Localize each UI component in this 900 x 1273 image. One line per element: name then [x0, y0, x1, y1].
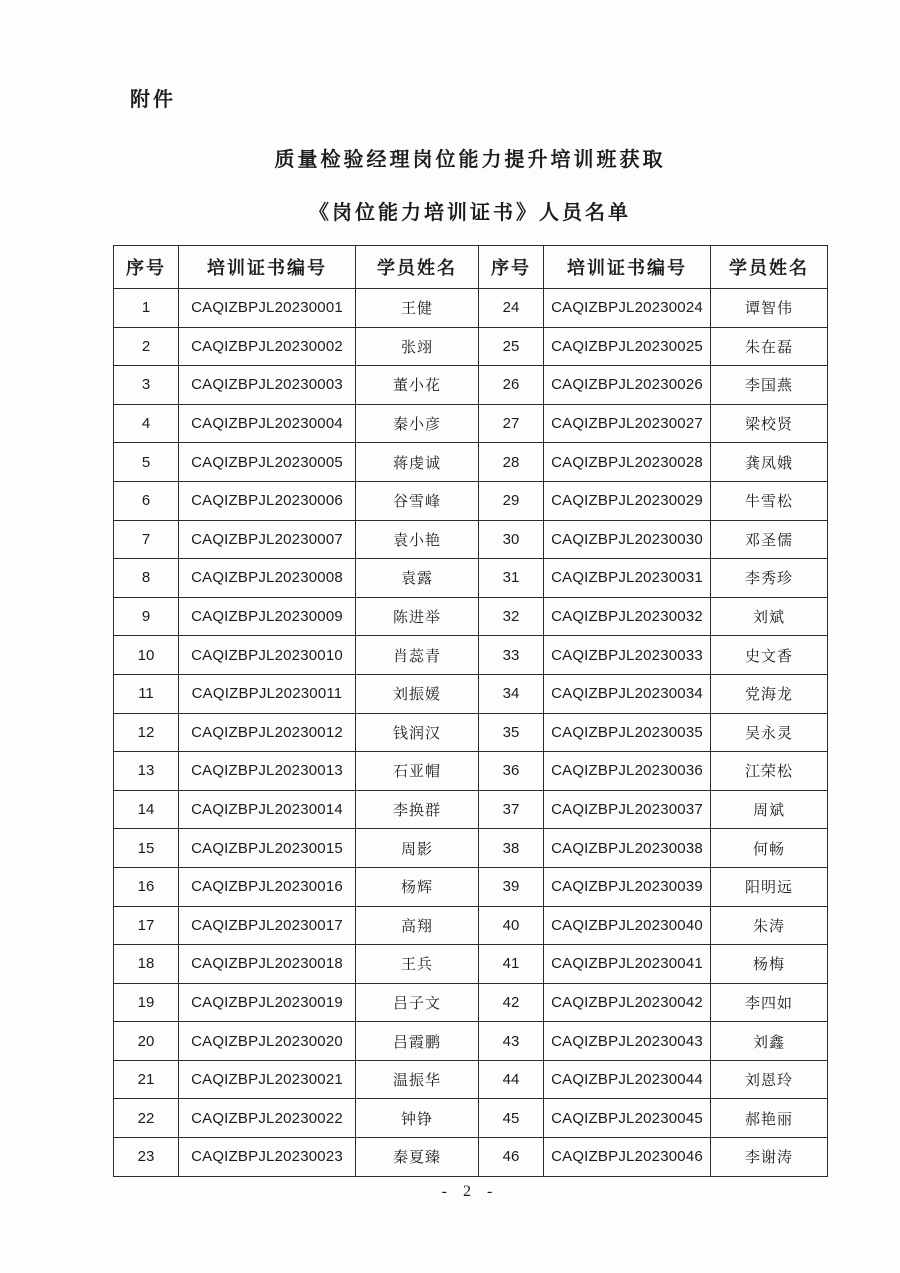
student-name-cell: 谭智伟 — [711, 289, 828, 328]
seq-cell: 35 — [479, 713, 544, 752]
student-name-cell: 杨梅 — [711, 945, 828, 984]
seq-cell: 4 — [114, 404, 179, 443]
table-row — [114, 1138, 828, 1177]
seq-cell: 32 — [479, 597, 544, 636]
cert-number-cell: CAQIZBPJL20230024 — [544, 289, 711, 328]
cert-number-cell: CAQIZBPJL20230019 — [179, 983, 356, 1022]
student-name-cell: 王健 — [356, 289, 479, 328]
cert-number-cell: CAQIZBPJL20230012 — [179, 713, 356, 752]
cert-number-cell: CAQIZBPJL20230039 — [544, 867, 711, 906]
cert-number-cell: CAQIZBPJL20230046 — [544, 1138, 711, 1177]
student-name-cell: 李秀珍 — [711, 559, 828, 598]
seq-cell: 9 — [114, 597, 179, 636]
seq-cell: 6 — [114, 481, 179, 520]
seq-cell: 46 — [479, 1138, 544, 1177]
seq-cell: 40 — [479, 906, 544, 945]
cert-number-cell: CAQIZBPJL20230007 — [179, 520, 356, 559]
table-row — [114, 520, 828, 559]
student-name-cell: 党海龙 — [711, 674, 828, 713]
cert-number-cell: CAQIZBPJL20230041 — [544, 945, 711, 984]
cert-number-cell: CAQIZBPJL20230036 — [544, 752, 711, 791]
student-name-cell: 牛雪松 — [711, 481, 828, 520]
certificate-roster-table — [113, 245, 828, 1177]
seq-cell: 17 — [114, 906, 179, 945]
seq-cell: 5 — [114, 443, 179, 482]
cert-number-cell: CAQIZBPJL20230018 — [179, 945, 356, 984]
student-name-cell: 王兵 — [356, 945, 479, 984]
seq-cell: 12 — [114, 713, 179, 752]
seq-cell: 8 — [114, 559, 179, 598]
table-row — [114, 752, 828, 791]
seq-cell: 33 — [479, 636, 544, 675]
cert-number-cell: CAQIZBPJL20230014 — [179, 790, 356, 829]
cert-number-cell: CAQIZBPJL20230017 — [179, 906, 356, 945]
column-header: 学员姓名 — [356, 246, 479, 289]
table-row — [114, 559, 828, 598]
student-name-cell: 肖蕊青 — [356, 636, 479, 675]
cert-number-cell: CAQIZBPJL20230002 — [179, 327, 356, 366]
table-row — [114, 636, 828, 675]
cert-number-cell: CAQIZBPJL20230015 — [179, 829, 356, 868]
table-header-row — [114, 246, 828, 289]
cert-number-cell: CAQIZBPJL20230028 — [544, 443, 711, 482]
student-name-cell: 秦小彦 — [356, 404, 479, 443]
column-header: 培训证书编号 — [179, 246, 356, 289]
student-name-cell: 何畅 — [711, 829, 828, 868]
cert-number-cell: CAQIZBPJL20230023 — [179, 1138, 356, 1177]
cert-number-cell: CAQIZBPJL20230037 — [544, 790, 711, 829]
student-name-cell: 刘斌 — [711, 597, 828, 636]
document-title-line2: 《岗位能力培训证书》人员名单 — [309, 202, 631, 224]
cert-number-cell: CAQIZBPJL20230022 — [179, 1099, 356, 1138]
seq-cell: 16 — [114, 867, 179, 906]
student-name-cell: 龚凤娥 — [711, 443, 828, 482]
table-row — [114, 790, 828, 829]
column-header: 学员姓名 — [711, 246, 828, 289]
student-name-cell: 杨辉 — [356, 867, 479, 906]
cert-number-cell: CAQIZBPJL20230016 — [179, 867, 356, 906]
student-name-cell: 刘鑫 — [711, 1022, 828, 1061]
seq-cell: 3 — [114, 366, 179, 405]
student-name-cell: 李换群 — [356, 790, 479, 829]
cert-number-cell: CAQIZBPJL20230031 — [544, 559, 711, 598]
table-row — [114, 481, 828, 520]
student-name-cell: 陈进举 — [356, 597, 479, 636]
attachment-label: 附件 — [130, 89, 176, 111]
cert-number-cell: CAQIZBPJL20230045 — [544, 1099, 711, 1138]
cert-number-cell: CAQIZBPJL20230006 — [179, 481, 356, 520]
student-name-cell: 李谢涛 — [711, 1138, 828, 1177]
seq-cell: 45 — [479, 1099, 544, 1138]
student-name-cell: 高翔 — [356, 906, 479, 945]
student-name-cell: 朱在磊 — [711, 327, 828, 366]
seq-cell: 1 — [114, 289, 179, 328]
table-row — [114, 829, 828, 868]
cert-number-cell: CAQIZBPJL20230008 — [179, 559, 356, 598]
column-header: 序号 — [479, 246, 544, 289]
cert-number-cell: CAQIZBPJL20230043 — [544, 1022, 711, 1061]
seq-cell: 22 — [114, 1099, 179, 1138]
student-name-cell: 董小花 — [356, 366, 479, 405]
table-row — [114, 867, 828, 906]
cert-number-cell: CAQIZBPJL20230026 — [544, 366, 711, 405]
student-name-cell: 李四如 — [711, 983, 828, 1022]
cert-number-cell: CAQIZBPJL20230010 — [179, 636, 356, 675]
cert-number-cell: CAQIZBPJL20230005 — [179, 443, 356, 482]
student-name-cell: 郝艳丽 — [711, 1099, 828, 1138]
student-name-cell: 吕子文 — [356, 983, 479, 1022]
seq-cell: 25 — [479, 327, 544, 366]
seq-cell: 24 — [479, 289, 544, 328]
student-name-cell: 张翊 — [356, 327, 479, 366]
seq-cell: 34 — [479, 674, 544, 713]
table-row — [114, 443, 828, 482]
column-header: 培训证书编号 — [544, 246, 711, 289]
table-row — [114, 327, 828, 366]
cert-number-cell: CAQIZBPJL20230035 — [544, 713, 711, 752]
seq-cell: 42 — [479, 983, 544, 1022]
cert-number-cell: CAQIZBPJL20230044 — [544, 1060, 711, 1099]
seq-cell: 14 — [114, 790, 179, 829]
cert-number-cell: CAQIZBPJL20230038 — [544, 829, 711, 868]
cert-number-cell: CAQIZBPJL20230040 — [544, 906, 711, 945]
table-row — [114, 404, 828, 443]
cert-number-cell: CAQIZBPJL20230011 — [179, 674, 356, 713]
table-row — [114, 1022, 828, 1061]
seq-cell: 41 — [479, 945, 544, 984]
student-name-cell: 吴永灵 — [711, 713, 828, 752]
cert-number-cell: CAQIZBPJL20230020 — [179, 1022, 356, 1061]
student-name-cell: 刘恩玲 — [711, 1060, 828, 1099]
table-row — [114, 713, 828, 752]
student-name-cell: 周影 — [356, 829, 479, 868]
seq-cell: 38 — [479, 829, 544, 868]
student-name-cell: 谷雪峰 — [356, 481, 479, 520]
table-row — [114, 597, 828, 636]
cert-number-cell: CAQIZBPJL20230009 — [179, 597, 356, 636]
page-number: - 2 - — [441, 1183, 499, 1200]
table-row — [114, 1099, 828, 1138]
cert-number-cell: CAQIZBPJL20230033 — [544, 636, 711, 675]
student-name-cell: 李国燕 — [711, 366, 828, 405]
student-name-cell: 朱涛 — [711, 906, 828, 945]
cert-number-cell: CAQIZBPJL20230030 — [544, 520, 711, 559]
student-name-cell: 蒋虔诚 — [356, 443, 479, 482]
seq-cell: 23 — [114, 1138, 179, 1177]
seq-cell: 37 — [479, 790, 544, 829]
cert-number-cell: CAQIZBPJL20230034 — [544, 674, 711, 713]
seq-cell: 29 — [479, 481, 544, 520]
seq-cell: 10 — [114, 636, 179, 675]
student-name-cell: 周斌 — [711, 790, 828, 829]
student-name-cell: 秦夏臻 — [356, 1138, 479, 1177]
table-row — [114, 906, 828, 945]
cert-number-cell: CAQIZBPJL20230001 — [179, 289, 356, 328]
seq-cell: 36 — [479, 752, 544, 791]
seq-cell: 30 — [479, 520, 544, 559]
seq-cell: 2 — [114, 327, 179, 366]
seq-cell: 13 — [114, 752, 179, 791]
student-name-cell: 温振华 — [356, 1060, 479, 1099]
seq-cell: 11 — [114, 674, 179, 713]
student-name-cell: 刘振媛 — [356, 674, 479, 713]
cert-number-cell: CAQIZBPJL20230004 — [179, 404, 356, 443]
student-name-cell: 江荣松 — [711, 752, 828, 791]
seq-cell: 7 — [114, 520, 179, 559]
cert-number-cell: CAQIZBPJL20230003 — [179, 366, 356, 405]
cert-number-cell: CAQIZBPJL20230013 — [179, 752, 356, 791]
document-title-line1: 质量检验经理岗位能力提升培训班获取 — [274, 149, 666, 171]
cert-number-cell: CAQIZBPJL20230029 — [544, 481, 711, 520]
seq-cell: 43 — [479, 1022, 544, 1061]
table-row — [114, 674, 828, 713]
table-row — [114, 983, 828, 1022]
roster-body — [114, 289, 828, 1177]
cert-number-cell: CAQIZBPJL20230021 — [179, 1060, 356, 1099]
cert-number-cell: CAQIZBPJL20230027 — [544, 404, 711, 443]
student-name-cell: 袁小艳 — [356, 520, 479, 559]
student-name-cell: 袁露 — [356, 559, 479, 598]
column-header: 序号 — [114, 246, 179, 289]
seq-cell: 20 — [114, 1022, 179, 1061]
seq-cell: 18 — [114, 945, 179, 984]
seq-cell: 15 — [114, 829, 179, 868]
cert-number-cell: CAQIZBPJL20230042 — [544, 983, 711, 1022]
student-name-cell: 阳明远 — [711, 867, 828, 906]
cert-number-cell: CAQIZBPJL20230025 — [544, 327, 711, 366]
student-name-cell: 钟铮 — [356, 1099, 479, 1138]
student-name-cell: 石亚帽 — [356, 752, 479, 791]
student-name-cell: 钱润汉 — [356, 713, 479, 752]
seq-cell: 27 — [479, 404, 544, 443]
seq-cell: 21 — [114, 1060, 179, 1099]
seq-cell: 26 — [479, 366, 544, 405]
table-row — [114, 366, 828, 405]
table-row — [114, 289, 828, 328]
student-name-cell: 梁校贤 — [711, 404, 828, 443]
table-row — [114, 1060, 828, 1099]
cert-number-cell: CAQIZBPJL20230032 — [544, 597, 711, 636]
student-name-cell: 邓圣儒 — [711, 520, 828, 559]
seq-cell: 39 — [479, 867, 544, 906]
seq-cell: 31 — [479, 559, 544, 598]
student-name-cell: 吕霞鹏 — [356, 1022, 479, 1061]
student-name-cell: 史文香 — [711, 636, 828, 675]
seq-cell: 28 — [479, 443, 544, 482]
table-row — [114, 945, 828, 984]
seq-cell: 44 — [479, 1060, 544, 1099]
seq-cell: 19 — [114, 983, 179, 1022]
